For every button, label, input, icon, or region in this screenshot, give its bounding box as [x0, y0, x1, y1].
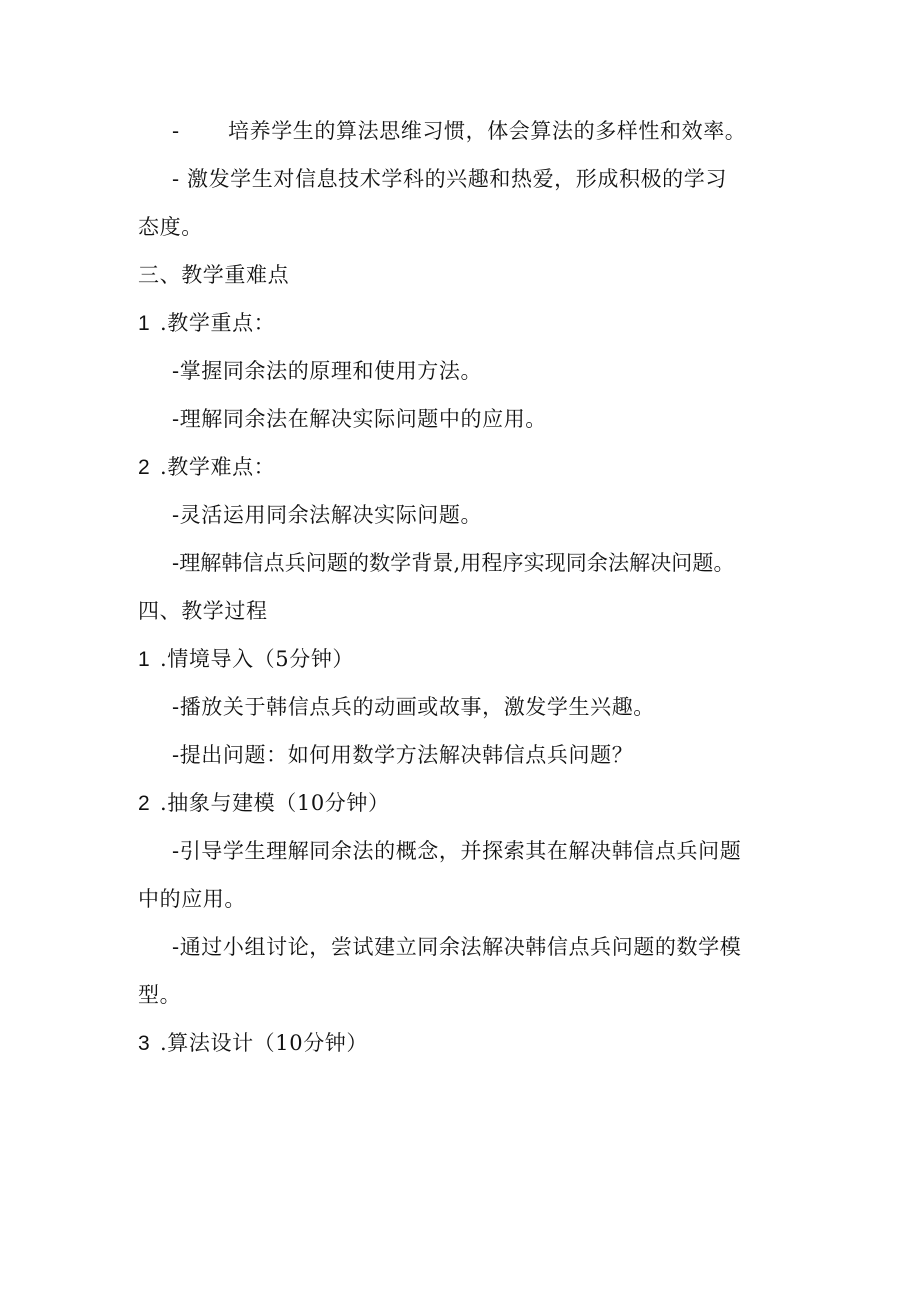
item-number: 1	[138, 312, 151, 335]
difficulty-item-flexible-use	[172, 502, 482, 528]
line-text: - 激发学生对信息技术学科的兴趣和热爱，形成积极的学习	[172, 167, 727, 191]
difficulty-item-han-xin-background	[172, 550, 735, 576]
subsection-title: .教学重点：	[160, 311, 276, 335]
list-dash: -	[172, 119, 180, 143]
section-title: 四、教学过程	[138, 599, 268, 623]
modeling-item-group-discussion-continued	[138, 982, 181, 1008]
line-text: -掌握同余法的原理和使用方法。	[172, 359, 483, 383]
subsection-teaching-focus	[138, 310, 275, 337]
section-title: 三、教学重难点	[138, 263, 290, 287]
section-heading-key-difficult-points	[138, 262, 289, 288]
line-text: -灵活运用同余法解决实际问题。	[172, 503, 483, 527]
line-text: -通过小组讨论，尝试建立同余法解决韩信点兵问题的数学模	[172, 935, 742, 959]
step-title: .抽象与建模（10分钟）	[160, 791, 390, 815]
step-title: .算法设计（10分钟）	[160, 1031, 368, 1055]
line-text: -提出问题：如何用数学方法解决韩信点兵问题？	[172, 743, 634, 767]
process-step-abstraction-modeling	[138, 790, 390, 817]
section-heading-teaching-process	[138, 598, 268, 624]
focus-item-application	[172, 406, 547, 432]
line-text: 型。	[138, 983, 182, 1007]
process-step-algorithm-design	[138, 1030, 368, 1057]
modeling-item-guide-students-continued	[138, 886, 246, 912]
item-number: 3	[138, 1032, 151, 1055]
intro-item-play-animation	[172, 694, 655, 720]
goal-line-interest	[172, 166, 727, 192]
line-text: 中的应用。	[138, 887, 246, 911]
goal-line-algorithm-thinking	[172, 118, 746, 144]
goal-line-interest-continued	[138, 214, 203, 240]
line-text: 态度。	[138, 215, 203, 239]
line-text: -理解韩信点兵问题的数学背景,用程序实现同余法解决问题。	[172, 551, 735, 575]
item-number: 2	[138, 792, 151, 815]
subsection-title: .教学难点：	[160, 455, 276, 479]
line-text: -播放关于韩信点兵的动画或故事，激发学生兴趣。	[172, 695, 655, 719]
item-number: 1	[138, 648, 151, 671]
modeling-item-group-discussion	[172, 934, 741, 960]
line-text: -理解同余法在解决实际问题中的应用。	[172, 407, 547, 431]
line-text: 培养学生的算法思维习惯，体会算法的多样性和效率。	[228, 119, 747, 143]
modeling-item-guide-students	[172, 838, 741, 864]
item-number: 2	[138, 456, 151, 479]
focus-item-principle	[172, 358, 482, 384]
step-title: .情境导入（5分钟）	[160, 647, 355, 671]
line-text: -引导学生理解同余法的概念，并探索其在解决韩信点兵问题	[172, 839, 742, 863]
process-step-situation-intro	[138, 646, 354, 673]
intro-item-pose-question	[172, 742, 633, 768]
subsection-teaching-difficulty	[138, 454, 275, 481]
